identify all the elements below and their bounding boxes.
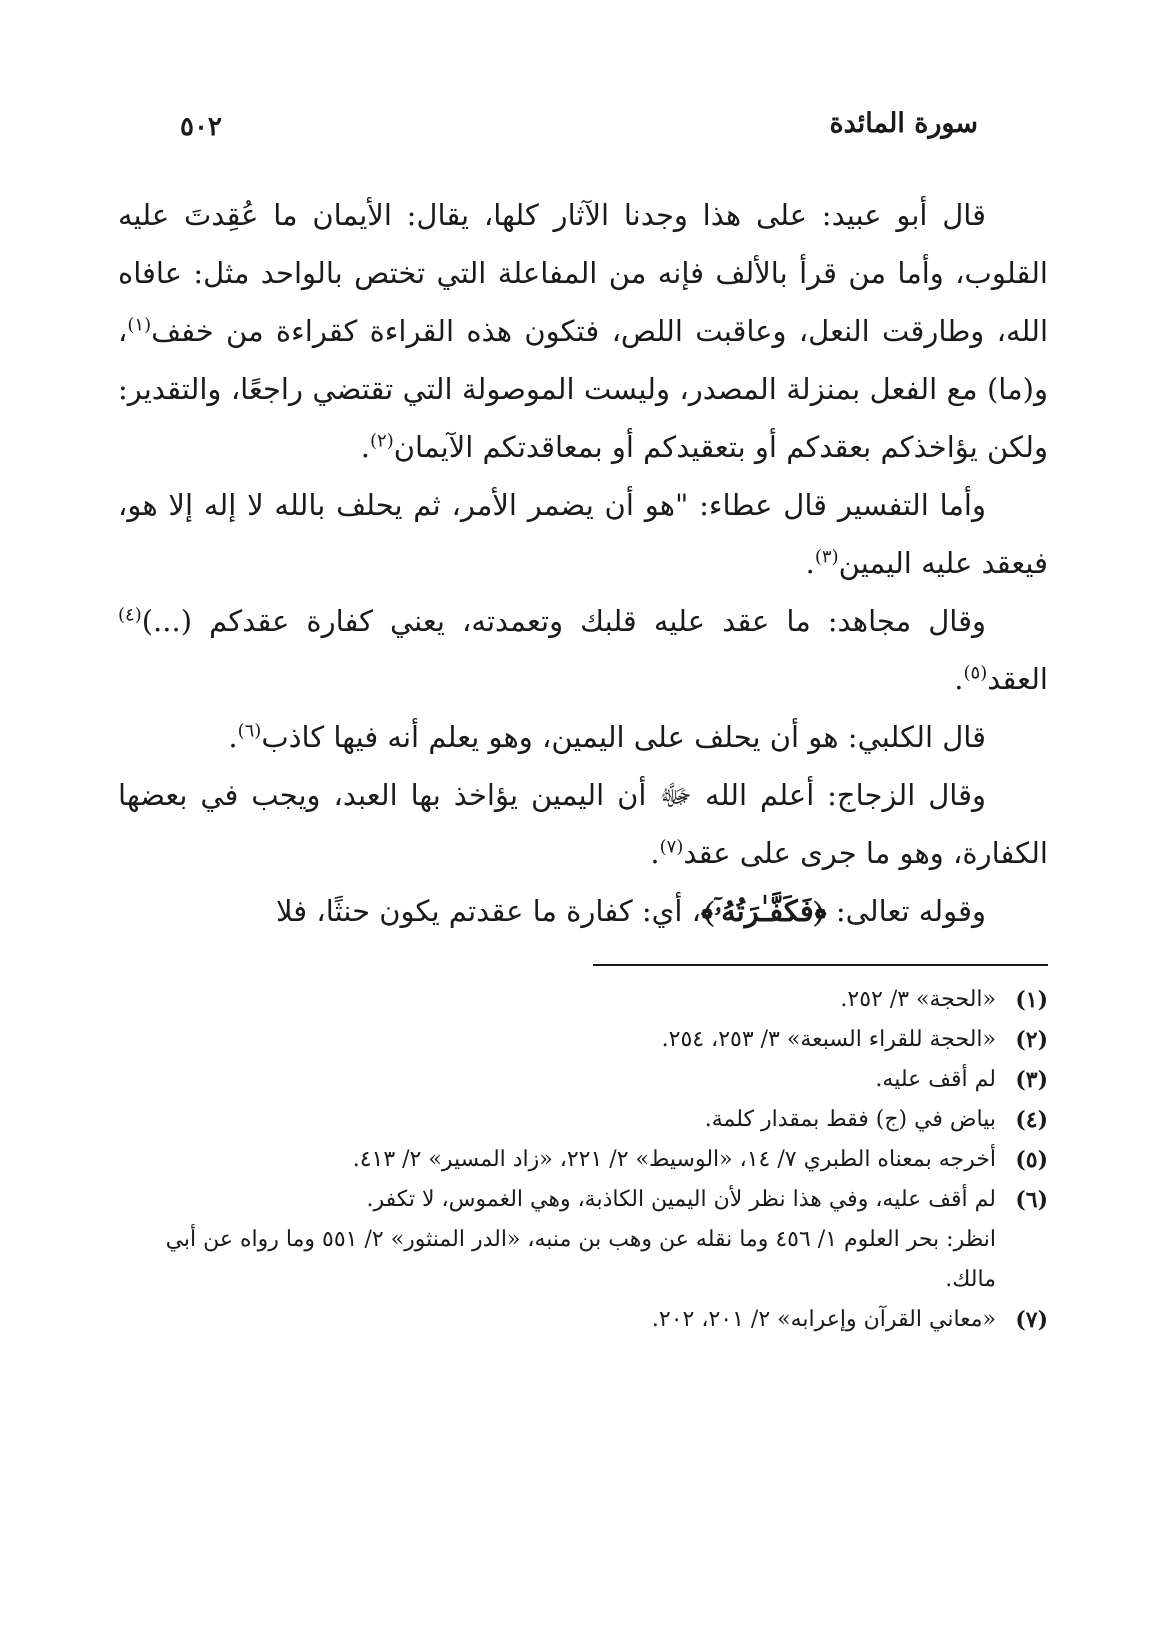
paragraph-text: قال أبو عبيد: على هذا وجدنا الآثار كلها، يقال: الأيمان ما عُقِدتَ عليه القلوب، وأما من قرأ بالألف فإنه من المفاعلة التي تختص بالواحد مثل: عافاه الله، وطارقت النعل، وعاقبت اللص، فتكون هذه القراءة كقراءة من خفف (118, 198, 1048, 348)
footnote-number: (٣) (1015, 1067, 1048, 1093)
footnote-line: «الحجة» ٣/ ٢٥٢. (840, 987, 996, 1012)
quran-quote: ﴿فَكَفَّـٰرَتُهُۥٓ﴾ (701, 894, 827, 928)
footnote (118, 1300, 1048, 1340)
paragraph-text: ، أي: كفارة ما عقدتم يكون حنثًا، فلا (276, 894, 702, 928)
footnote-reference: (٥) (963, 662, 988, 684)
footnote-reference: (٢) (369, 430, 394, 452)
page-number: ٥٠٢ (180, 112, 222, 142)
footnote-text (118, 1060, 996, 1100)
surah-title: سورة المائدة (829, 108, 978, 139)
paragraph (118, 592, 1048, 708)
footnote (118, 1140, 1048, 1180)
paragraph (118, 708, 1048, 766)
paragraph-text: وقوله تعالى: (826, 894, 986, 928)
paragraph-text: . (650, 836, 660, 870)
footnote-reference: (٣) (814, 546, 839, 568)
footnote-number: (٧) (1015, 1307, 1048, 1333)
footnote-line: «الحجة للقراء السبعة» ٣/ ٢٥٣، ٢٥٤. (661, 1027, 996, 1052)
footnote-divider (593, 964, 1048, 966)
footnote (118, 1060, 1048, 1100)
footnote-reference: (١) (127, 314, 152, 336)
footnote-reference: (٤) (118, 604, 142, 626)
footnote (118, 1100, 1048, 1140)
footnote-text (118, 980, 996, 1020)
footnote-reference: (٦) (237, 720, 262, 742)
paragraph-text: وأما التفسير قال عطاء: "هو أن يضمر الأمر، ثم يحلف بالله لا إله إلا هو، فيعقد عليه اليمين (118, 488, 1048, 580)
book-page (118, 100, 1048, 1600)
footnote (118, 1180, 1048, 1300)
footnote-text (118, 1300, 996, 1340)
footnote-line: بياض في (ج) فقط بمقدار كلمة. (704, 1107, 996, 1132)
footnote-number: (٥) (1015, 1147, 1048, 1173)
footnote-line: انظر: بحر العلوم ١/ ٤٥٦ وما نقله عن وهب بن منبه، «الدر المنثور» ٢/ ٥٥١ وما رواه عن أبي مالك. (165, 1227, 996, 1292)
footnote-number: (١) (1015, 987, 1048, 1013)
footnote (118, 1020, 1048, 1060)
footnote-line: أخرجه بمعناه الطبري ٧/ ١٤، «الوسيط» ٢/ ٢٢١، «زاد المسير» ٢/ ٤١٣. (352, 1147, 996, 1172)
paragraph-text: . (228, 720, 238, 754)
paragraph-text: ، و(ما) مع الفعل بمنزلة المصدر، وليست الموصولة التي تقتضي راجعًا، والتقدير: ولكن يؤاخذكم بعقدكم أو بتعقيدكم أو بمعاقدتكم الآيمان (118, 314, 1048, 464)
footnotes-section (118, 980, 1048, 1340)
paragraph-text: قال الكلبي: هو أن يحلف على اليمين، وهو يعلم أنه فيها كاذب (261, 720, 986, 754)
paragraph-text: . (360, 430, 370, 464)
footnote-number: (٢) (1015, 1027, 1048, 1053)
paragraph-text: وقال مجاهد: ما عقد عليه قلبك وتعمدته، يعني كفارة عقدكم (...) (141, 604, 986, 638)
paragraph-text: . (954, 662, 964, 696)
footnote-text (118, 1140, 996, 1180)
paragraph (118, 766, 1048, 882)
footnote-text (118, 1020, 996, 1060)
footnote (118, 980, 1048, 1020)
paragraph-text: وقال الزجاج: أعلم الله ﷻ أن اليمين يؤاخذ بها العبد، ويجب في بعضها الكفارة، وهو ما جرى على عقد (118, 778, 1048, 870)
footnote-number: (٤) (1015, 1107, 1048, 1133)
footnote-text (118, 1180, 996, 1300)
footnote-number: (٦) (1015, 1187, 1048, 1213)
main-text (118, 186, 1048, 940)
footnote-reference: (٧) (659, 836, 684, 858)
footnote-line: لم أقف عليه. (875, 1067, 996, 1092)
paragraph-text: . (805, 546, 815, 580)
footnote-text (118, 1100, 996, 1140)
footnote-line: لم أقف عليه، وفي هذا نظر لأن اليمين الكاذبة، وهي الغموس، لا تكفر. (366, 1187, 996, 1212)
paragraph-text: العقد (987, 662, 1048, 696)
footnote-line: «معاني القرآن وإعرابه» ٢/ ٢٠١، ٢٠٢. (651, 1307, 996, 1332)
running-head (118, 100, 1048, 160)
paragraph (118, 882, 1048, 940)
paragraph (118, 476, 1048, 592)
paragraph (118, 186, 1048, 476)
